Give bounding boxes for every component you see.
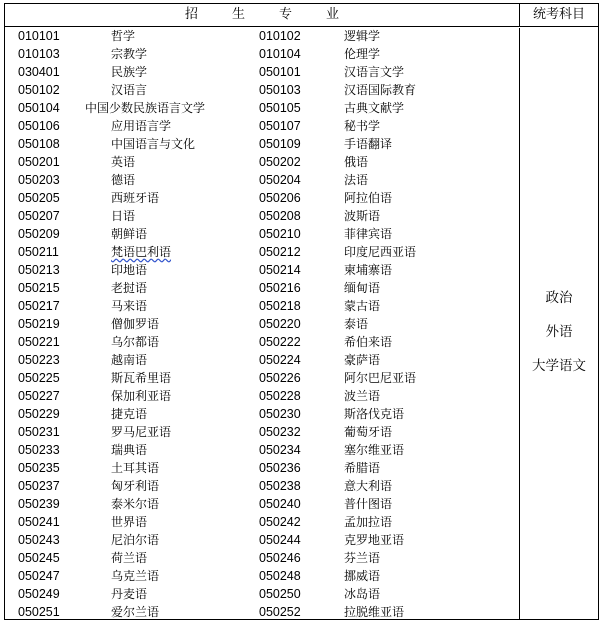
major-code: 050221 xyxy=(18,335,60,349)
major-name: 手语翻译 xyxy=(344,137,393,151)
major-code: 050201 xyxy=(18,155,60,169)
major-code: 050236 xyxy=(259,461,301,475)
table-row xyxy=(5,603,519,621)
major-code: 050238 xyxy=(259,479,301,493)
major-code: 050244 xyxy=(259,533,301,547)
major-name: 朝鲜语 xyxy=(111,227,148,241)
major-name: 蒙古语 xyxy=(344,299,381,313)
major-name: 荷兰语 xyxy=(111,551,148,565)
header-char: 招 xyxy=(184,7,198,22)
major-code: 010104 xyxy=(259,47,301,61)
exam-subject-college-chinese: 大学语文 xyxy=(532,358,586,374)
major-name: 伦理学 xyxy=(344,47,381,61)
table-row xyxy=(5,45,519,63)
major-name: 波兰语 xyxy=(344,389,381,403)
major-code: 050230 xyxy=(259,407,301,421)
table-row xyxy=(5,63,519,81)
major-code: 050234 xyxy=(259,443,301,457)
table-row xyxy=(5,135,519,153)
major-name: 世界语 xyxy=(111,515,148,529)
major-name: 爱尔兰语 xyxy=(111,605,160,619)
major-code: 050208 xyxy=(259,209,301,223)
exam-subjects-cell xyxy=(520,28,598,620)
major-code: 010102 xyxy=(259,29,301,43)
major-code: 050209 xyxy=(18,227,60,241)
major-code: 050106 xyxy=(18,119,60,133)
table-row xyxy=(5,531,519,549)
table-row xyxy=(5,495,519,513)
major-name: 泰语 xyxy=(344,317,369,331)
major-code: 050229 xyxy=(18,407,60,421)
major-name: 豪萨语 xyxy=(344,353,381,367)
major-code: 050245 xyxy=(18,551,60,565)
major-name: 波斯语 xyxy=(344,209,381,223)
table-row xyxy=(5,585,519,603)
major-name: 哲学 xyxy=(111,29,136,43)
major-code: 050109 xyxy=(259,137,301,151)
major-name: 土耳其语 xyxy=(111,461,160,475)
major-code: 050204 xyxy=(259,173,301,187)
table-row xyxy=(5,369,519,387)
major-code: 050241 xyxy=(18,515,60,529)
major-code: 050248 xyxy=(259,569,301,583)
major-name: 西班牙语 xyxy=(111,191,160,205)
major-code: 050218 xyxy=(259,299,301,313)
major-name: 冰岛语 xyxy=(344,587,381,601)
major-name: 尼泊尔语 xyxy=(111,533,160,547)
major-name: 德语 xyxy=(111,173,136,187)
table-row xyxy=(5,225,519,243)
major-code: 050108 xyxy=(18,137,60,151)
major-name: 斯瓦希里语 xyxy=(111,371,172,385)
major-name: 印度尼西亚语 xyxy=(344,245,417,259)
major-code: 050235 xyxy=(18,461,60,475)
table-row xyxy=(5,117,519,135)
major-code: 050205 xyxy=(18,191,60,205)
major-code: 050226 xyxy=(259,371,301,385)
major-code: 050246 xyxy=(259,551,301,565)
major-name: 芬兰语 xyxy=(344,551,381,565)
major-name: 汉语言文学 xyxy=(344,65,405,79)
table-row xyxy=(5,441,519,459)
major-name: 塞尔维亚语 xyxy=(344,443,405,457)
major-name: 希腊语 xyxy=(344,461,381,475)
major-code: 050252 xyxy=(259,605,301,619)
major-code: 050224 xyxy=(259,353,301,367)
major-name: 越南语 xyxy=(111,353,148,367)
table-row xyxy=(5,81,519,99)
major-name: 斯洛伐克语 xyxy=(344,407,405,421)
table-row xyxy=(5,549,519,567)
major-code: 050249 xyxy=(18,587,60,601)
table-row xyxy=(5,279,519,297)
major-name: 瑞典语 xyxy=(111,443,148,457)
major-name: 菲律宾语 xyxy=(344,227,393,241)
major-name: 拉脱维亚语 xyxy=(344,605,405,619)
major-code: 050233 xyxy=(18,443,60,457)
major-name: 法语 xyxy=(344,173,369,187)
major-name: 匈牙利语 xyxy=(111,479,160,493)
major-code: 050203 xyxy=(18,173,60,187)
major-name: 保加利亚语 xyxy=(111,389,172,403)
major-code: 050232 xyxy=(259,425,301,439)
major-code: 050220 xyxy=(259,317,301,331)
table-row xyxy=(5,423,519,441)
table-row xyxy=(5,261,519,279)
major-code: 050206 xyxy=(259,191,301,205)
major-code: 050222 xyxy=(259,335,301,349)
major-name: 梵语巴利语 xyxy=(111,245,172,259)
table-row xyxy=(5,477,519,495)
major-name: 老挝语 xyxy=(111,281,148,295)
table-row xyxy=(5,333,519,351)
major-name: 秘书学 xyxy=(344,119,381,133)
major-name: 丹麦语 xyxy=(111,587,148,601)
table-row xyxy=(5,189,519,207)
major-code: 050237 xyxy=(18,479,60,493)
table-row xyxy=(5,405,519,423)
major-name: 孟加拉语 xyxy=(344,515,393,529)
major-code: 050227 xyxy=(18,389,60,403)
major-code: 050212 xyxy=(259,245,301,259)
major-name: 中国语言与文化 xyxy=(111,137,196,151)
major-code: 050202 xyxy=(259,155,301,169)
major-name: 阿尔巴尼亚语 xyxy=(344,371,417,385)
major-name: 古典文献学 xyxy=(344,101,405,115)
major-code: 050216 xyxy=(259,281,301,295)
major-code: 050247 xyxy=(18,569,60,583)
major-code: 050213 xyxy=(18,263,60,277)
major-name: 应用语言学 xyxy=(111,119,172,133)
table-row xyxy=(5,207,519,225)
major-name: 葡萄牙语 xyxy=(344,425,393,439)
major-name: 乌尔都语 xyxy=(111,335,160,349)
table-row xyxy=(5,171,519,189)
major-code: 010101 xyxy=(18,29,60,43)
major-name: 缅甸语 xyxy=(344,281,381,295)
major-code: 050103 xyxy=(259,83,301,97)
table-row xyxy=(5,153,519,171)
major-name: 日语 xyxy=(111,209,136,223)
major-name: 俄语 xyxy=(344,155,369,169)
header-char: 专 xyxy=(279,7,293,22)
table-row xyxy=(5,99,519,117)
table-row xyxy=(5,243,519,261)
major-code: 050250 xyxy=(259,587,301,601)
major-name: 宗教学 xyxy=(111,47,148,61)
header-majors xyxy=(5,4,520,27)
major-code: 050102 xyxy=(18,83,60,97)
major-code: 050211 xyxy=(18,245,59,259)
major-code: 050214 xyxy=(259,263,301,277)
major-code: 050223 xyxy=(18,353,60,367)
major-code: 030401 xyxy=(18,65,60,79)
major-code: 050239 xyxy=(18,497,60,511)
major-name: 民族学 xyxy=(111,65,148,79)
major-code: 050228 xyxy=(259,389,301,403)
major-name: 英语 xyxy=(111,155,136,169)
major-code: 050104 xyxy=(18,101,60,115)
major-code: 050242 xyxy=(259,515,301,529)
table-row xyxy=(5,297,519,315)
exam-subject-politics: 政治 xyxy=(545,290,573,306)
major-name: 普什图语 xyxy=(344,497,393,511)
major-code: 050105 xyxy=(259,101,301,115)
major-name: 汉语言 xyxy=(111,83,148,97)
table-row xyxy=(5,315,519,333)
major-name: 意大利语 xyxy=(344,479,393,493)
table-row xyxy=(5,513,519,531)
major-name: 中国少数民族语言文学 xyxy=(85,101,206,115)
major-name: 挪威语 xyxy=(344,569,381,583)
major-name: 柬埔寨语 xyxy=(344,263,393,277)
admissions-table xyxy=(4,3,599,620)
major-name: 逻辑学 xyxy=(344,29,381,43)
table-row xyxy=(5,351,519,369)
major-name: 希伯来语 xyxy=(344,335,393,349)
header-exam-subjects: 统考科目 xyxy=(520,4,598,27)
major-name: 马来语 xyxy=(111,299,148,313)
major-code: 050217 xyxy=(18,299,60,313)
table-row xyxy=(5,459,519,477)
major-code: 050207 xyxy=(18,209,60,223)
major-name: 克罗地亚语 xyxy=(344,533,405,547)
major-code: 050240 xyxy=(259,497,301,511)
major-code: 010103 xyxy=(18,47,60,61)
major-code: 050251 xyxy=(18,605,60,619)
major-name: 汉语国际教育 xyxy=(344,83,417,97)
exam-subject-foreign-language: 外语 xyxy=(545,324,573,340)
major-code: 050215 xyxy=(18,281,60,295)
header-char: 业 xyxy=(326,7,340,22)
table-row xyxy=(5,387,519,405)
major-name: 僧伽罗语 xyxy=(111,317,160,331)
major-name: 乌克兰语 xyxy=(111,569,160,583)
major-code: 050219 xyxy=(18,317,60,331)
table-row xyxy=(5,567,519,585)
major-code: 050243 xyxy=(18,533,60,547)
major-name: 印地语 xyxy=(111,263,148,277)
majors-list xyxy=(5,28,520,620)
major-name: 泰米尔语 xyxy=(111,497,160,511)
header-char: 生 xyxy=(231,7,245,22)
major-name: 捷克语 xyxy=(111,407,148,421)
major-name: 阿拉伯语 xyxy=(344,191,393,205)
major-code: 050225 xyxy=(18,371,60,385)
major-name: 罗马尼亚语 xyxy=(111,425,172,439)
major-code: 050101 xyxy=(259,65,301,79)
major-code: 050107 xyxy=(259,119,301,133)
table-row xyxy=(5,27,519,45)
major-code: 050231 xyxy=(18,425,60,439)
major-code: 050210 xyxy=(259,227,301,241)
